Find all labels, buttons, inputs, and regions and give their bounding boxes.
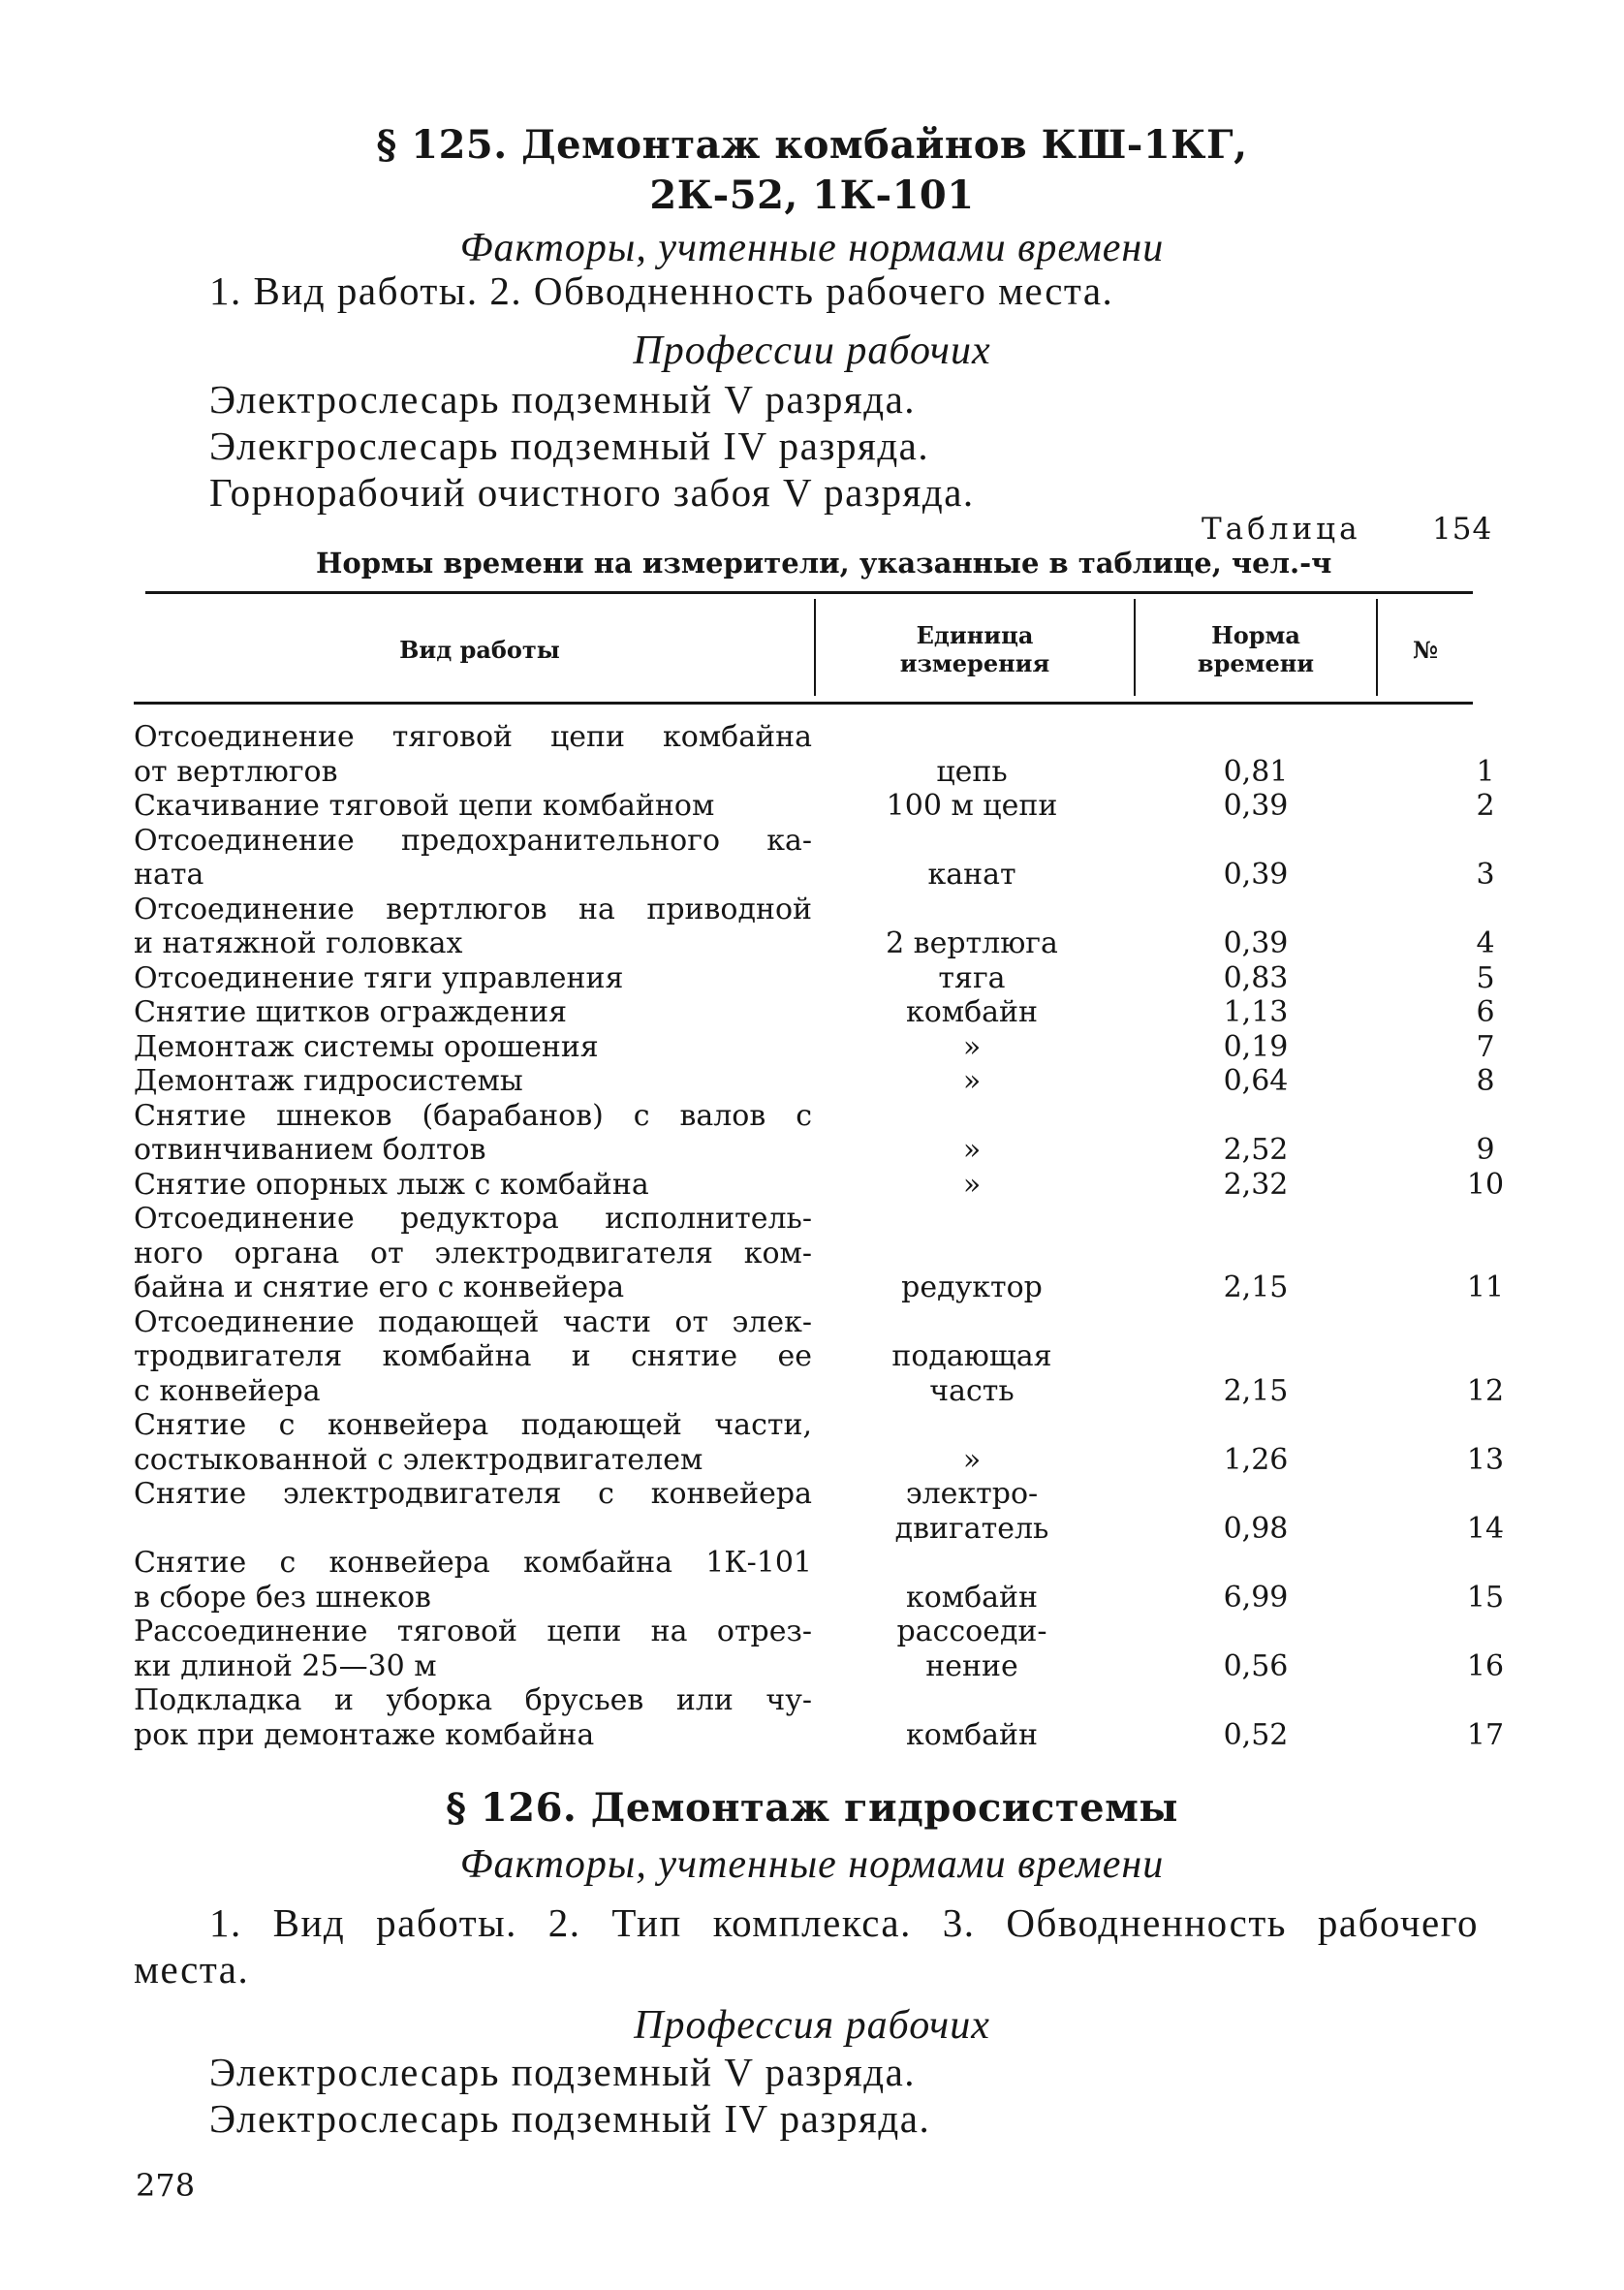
table-row — [134, 1304, 1505, 1409]
row-number: 2 — [1476, 789, 1495, 823]
section-126-title: § 126. Демонтаж гидросистемы — [446, 1785, 1178, 1831]
section-126-profession-2: Электрослесарь подземный IV разряда. — [209, 2096, 931, 2141]
table-row — [134, 1546, 1505, 1615]
section-125-title-line2: 2К-52, 1К-101 — [649, 173, 975, 218]
unit-of-measure: » — [962, 1029, 982, 1064]
work-description-line: ного органа от электродвигателя ком- — [134, 1236, 812, 1270]
time-norm-value: 0,39 — [1223, 789, 1289, 823]
time-norm-value: 0,81 — [1223, 754, 1289, 789]
row-number: 7 — [1476, 1029, 1495, 1064]
time-norm-value: 0,56 — [1223, 1648, 1289, 1683]
unit-of-measure: комбайн — [905, 995, 1039, 1029]
work-description-line: ната — [134, 858, 204, 892]
unit-of-measure: » — [962, 1133, 982, 1167]
row-number: 4 — [1476, 926, 1495, 960]
table-header-norm-line2: времени — [1197, 649, 1315, 677]
table-subtitle: Нормы времени на измерители, указанные в таблице, чел.-ч — [316, 547, 1332, 580]
time-norm-value: 0,39 — [1223, 926, 1289, 960]
work-description-line: Снятие электродвигателя с конвейера — [134, 1477, 812, 1511]
table-row — [134, 1167, 1505, 1203]
work-description-line — [134, 1512, 812, 1547]
section-126-factors-line1: 1. Вид работы. 2. Тип комплекса. 3. Обводненность рабочего — [209, 1900, 1479, 1945]
table-row — [134, 1098, 1495, 1168]
work-description-line: Снятие с конвейера комбайна 1К-101 — [134, 1546, 812, 1580]
row-number: 3 — [1476, 858, 1495, 892]
unit-of-measure: редуктор — [901, 1270, 1043, 1304]
section-125-professions-heading: Профессии рабочих — [633, 329, 991, 373]
work-description-line: с конвейера — [134, 1373, 321, 1408]
work-description-line: байна и снятие его с конвейера — [134, 1270, 625, 1304]
row-number: 14 — [1466, 1511, 1505, 1546]
time-norm-value: 0,83 — [1223, 960, 1289, 995]
work-description-line: Снятие опорных лыж с комбайна — [134, 1167, 649, 1202]
unit-of-measure: подающая — [891, 1339, 1052, 1373]
table-row — [134, 1615, 1505, 1683]
table-row — [134, 995, 1495, 1030]
work-description-line: в сборе без шнеков — [134, 1580, 431, 1615]
section-125-profession-3: Горнорабочий очистного забоя V разряда. — [209, 470, 975, 515]
work-description-line: Демонтаж системы орошения — [134, 1029, 599, 1064]
unit-of-measure: тяга — [938, 960, 1006, 995]
section-125-profession-1: Электрослесарь подземный V разряда. — [209, 377, 917, 422]
time-norm-value: 0,52 — [1223, 1717, 1289, 1752]
row-number: 5 — [1476, 960, 1495, 995]
time-norm-value: 0,39 — [1223, 858, 1289, 892]
work-description-line: Отсоединение редуктора исполнитель- — [134, 1202, 812, 1236]
section-126-profession-1: Электрослесарь подземный V разряда. — [209, 2050, 917, 2094]
table-header-number: № — [1412, 636, 1439, 664]
page-number: 278 — [136, 2167, 196, 2204]
work-description-line: Отсоединение подающей части от элек- — [134, 1304, 812, 1339]
time-norm-value: 2,15 — [1223, 1270, 1289, 1304]
table-header-unit-line2: измерения — [899, 649, 1050, 677]
table-header-bottom-rule — [134, 702, 1473, 705]
unit-of-measure: 2 вертлюга — [886, 926, 1058, 960]
time-norm-value: 1,26 — [1223, 1442, 1289, 1477]
table-header-norm-line1: Норма — [1211, 621, 1300, 649]
time-norm-value: 0,64 — [1223, 1064, 1289, 1098]
table-row — [134, 823, 1495, 893]
work-description-line: Рассоединение тяговой цепи на отрез- — [134, 1615, 812, 1648]
unit-of-measure: цепь — [936, 754, 1008, 789]
time-norm-value: 2,32 — [1223, 1167, 1289, 1202]
work-description-line: Отсоединение вертлюгов на приводной — [134, 892, 812, 926]
table-row — [134, 1029, 1495, 1065]
table-row — [134, 1202, 1505, 1305]
table-row — [134, 720, 1495, 789]
work-description-line: Снятие с конвейера подающей части, — [134, 1408, 812, 1442]
row-number: 13 — [1466, 1442, 1505, 1477]
table-row — [134, 789, 1495, 824]
section-126-factors-line2: места. — [134, 1947, 250, 1992]
unit-of-measure: » — [962, 1167, 982, 1202]
row-number: 15 — [1466, 1580, 1505, 1615]
table-row — [134, 892, 1495, 961]
section-125-factors-text: 1. Вид работы. 2. Обводненность рабочего места. — [209, 268, 1114, 313]
work-description-line: тродвигателя комбайна и снятие ее — [134, 1339, 812, 1373]
row-number: 6 — [1476, 995, 1495, 1029]
table-row — [134, 1408, 1505, 1477]
unit-of-measure: двигатель — [894, 1511, 1049, 1546]
time-norm-value: 0,19 — [1223, 1029, 1289, 1064]
time-norm-value: 6,99 — [1223, 1580, 1289, 1615]
row-number: 17 — [1466, 1717, 1505, 1752]
row-number: 16 — [1466, 1648, 1505, 1683]
work-description-line: Скачивание тяговой цепи комбайном — [134, 789, 715, 823]
time-norm-value: 2,52 — [1223, 1133, 1289, 1167]
work-description-line: рок при демонтаже комбайна — [134, 1717, 595, 1752]
row-number: 9 — [1476, 1133, 1495, 1167]
section-126-factors-heading: Факторы, учтенные нормами времени — [459, 1842, 1165, 1887]
work-description-line: от вертлюгов — [134, 754, 338, 789]
row-number: 11 — [1466, 1270, 1505, 1304]
unit-of-measure: » — [962, 1442, 982, 1477]
work-description-line: ки длиной 25—30 м — [134, 1648, 437, 1683]
work-description-line: Отсоединение тяги управления — [134, 960, 624, 995]
work-description-line: Снятие шнеков (барабанов) с валов с — [134, 1098, 812, 1133]
unit-of-measure: комбайн — [905, 1580, 1039, 1615]
row-number: 12 — [1466, 1373, 1505, 1408]
work-description-line: Отсоединение тяговой цепи комбайна — [134, 720, 812, 754]
unit-of-measure: нение — [925, 1648, 1018, 1683]
unit-of-measure: 100 м цепи — [886, 789, 1058, 823]
table-caption-word: Таблица — [1202, 512, 1361, 547]
table-row — [134, 960, 1495, 996]
work-description-line: Снятие щитков ограждения — [134, 995, 568, 1029]
work-description-line: Подкладка и уборка брусьев или чу- — [134, 1683, 812, 1717]
section-126-professions-heading: Профессия рабочих — [634, 2003, 990, 2048]
section-125-title-line1: § 125. Демонтаж комбайнов КШ-1КГ, — [376, 122, 1248, 168]
work-description-line: отвинчиванием болтов — [134, 1133, 486, 1167]
section-125-profession-2: Элекгрослесарь подземный IV разряда. — [209, 423, 930, 468]
table-header-work: Вид работы — [399, 636, 560, 664]
row-number: 1 — [1476, 754, 1495, 789]
table-header-unit-line1: Единица — [916, 621, 1034, 649]
work-description-line: состыкованной с электродвигателем — [134, 1442, 703, 1477]
unit-of-measure: » — [962, 1064, 982, 1098]
unit-of-measure: рассоеди- — [896, 1615, 1047, 1648]
time-norm-value: 2,15 — [1223, 1373, 1289, 1408]
table-caption-number: 154 — [1432, 512, 1493, 547]
unit-of-measure: комбайн — [905, 1717, 1039, 1752]
table-row — [134, 1683, 1505, 1752]
work-description-line: и натяжной головках — [134, 926, 463, 960]
table-row — [134, 1477, 1505, 1546]
row-number: 8 — [1476, 1064, 1495, 1098]
unit-of-measure: часть — [929, 1373, 1015, 1408]
work-description-line: Отсоединение предохранительного ка- — [134, 823, 812, 858]
section-125-factors-heading: Факторы, учтенные нормами времени — [459, 226, 1165, 270]
unit-of-measure: электро- — [905, 1477, 1039, 1511]
time-norm-value: 0,98 — [1223, 1511, 1289, 1546]
time-norm-value: 1,13 — [1223, 995, 1289, 1029]
table-row — [134, 1064, 1495, 1099]
table-top-rule — [145, 591, 1473, 594]
row-number: 10 — [1466, 1167, 1505, 1202]
work-description-line: Демонтаж гидросистемы — [134, 1064, 523, 1098]
unit-of-measure: канат — [927, 858, 1016, 892]
table-body — [134, 720, 1505, 1752]
